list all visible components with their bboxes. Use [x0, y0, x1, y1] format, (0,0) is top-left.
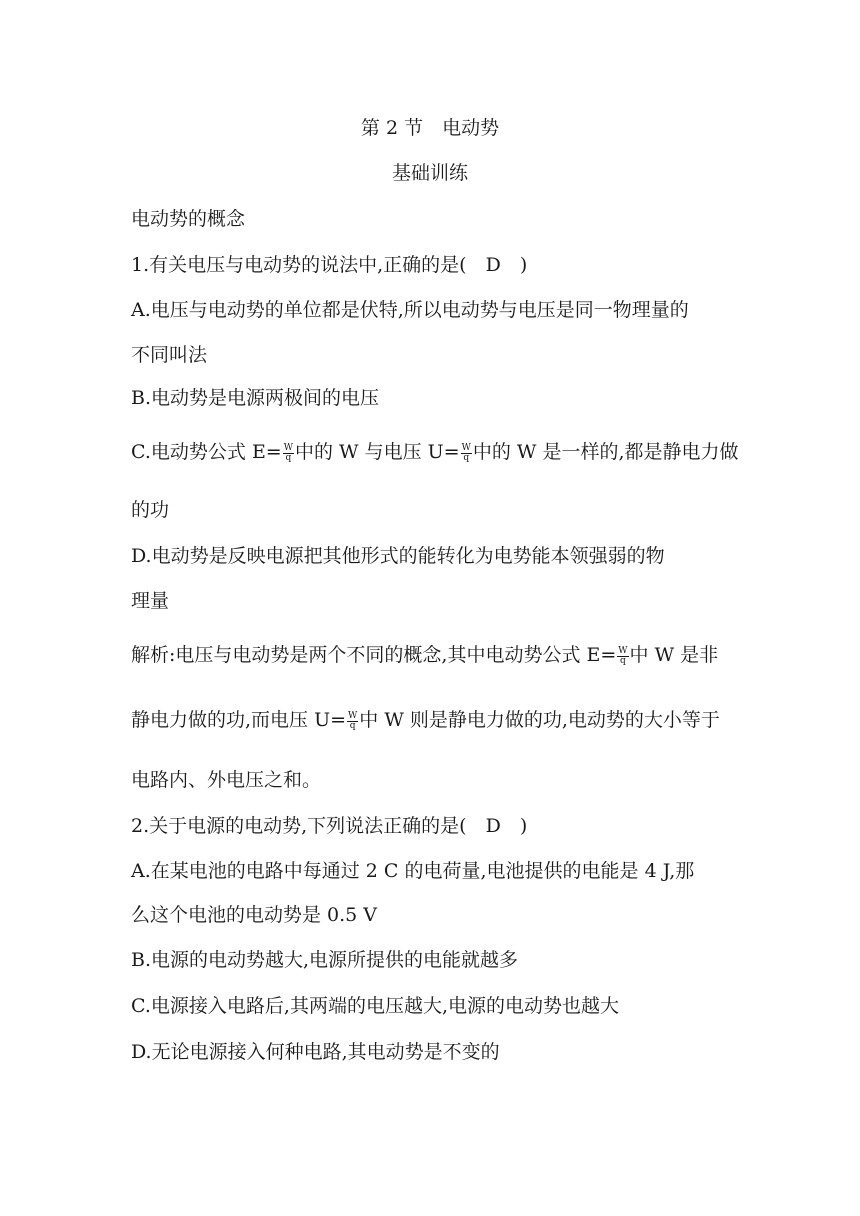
q2-option-c: C.电源接入电路后,其两端的电压越大,电源的电动势也越大	[131, 995, 619, 1017]
q1-option-c-text-1: C.电动势公式 E=	[131, 441, 282, 463]
q2-option-a-line2: 么这个电池的电动势是 0.5 V	[131, 904, 378, 926]
q1-option-c-text-2: 中的 W 与电压 U=	[295, 441, 460, 463]
question-1-stem: 1.有关电压与电动势的说法中,正确的是( D )	[131, 254, 528, 276]
fraction-numerator: W	[348, 710, 358, 721]
fraction-denominator: q	[463, 452, 470, 463]
question-2-stem: 2.关于电源的电动势,下列说法正确的是( D )	[131, 815, 528, 837]
topic-heading: 电动势的概念	[131, 208, 246, 230]
q1-option-c-line1	[131, 440, 739, 464]
fraction-denominator: q	[349, 720, 356, 731]
analysis-text-4: 中 W 则是静电力做的功,电动势的大小等于	[359, 709, 720, 731]
analysis-text-3: 静电力做的功,而电压 U=	[131, 709, 347, 731]
fraction-numerator: W	[461, 442, 471, 453]
section-title: 第 2 节 电动势	[360, 117, 500, 139]
fraction-numerator: W	[618, 645, 628, 656]
q1-option-c-line2: 的功	[131, 499, 170, 521]
q1-option-d-line2: 理量	[131, 590, 170, 612]
fraction-w-over-q	[617, 647, 628, 666]
q1-option-c-text-3: 中的 W 是一样的,都是静电力做	[472, 441, 739, 463]
subtitle: 基础训练	[391, 162, 468, 184]
fraction-denominator: q	[285, 452, 292, 463]
q2-option-b: B.电源的电动势越大,电源所提供的电能就越多	[131, 949, 519, 971]
q1-option-d-line1: D.电动势是反映电源把其他形式的能转化为电势能本领强弱的物	[131, 545, 665, 567]
q2-option-d: D.无论电源接入何种电路,其电动势是不变的	[131, 1041, 500, 1063]
q1-option-a-line2: 不同叫法	[131, 344, 208, 366]
fraction-denominator: q	[620, 655, 626, 666]
analysis-line3: 电路内、外电压之和。	[131, 769, 322, 791]
analysis-text-2: 中 W 是非	[629, 644, 719, 666]
fraction-numerator: W	[283, 442, 293, 453]
analysis-line1	[131, 643, 718, 667]
q2-option-a-line1: A.在某电池的电路中每通过 2 C 的电荷量,电池提供的电能是 4 J,那	[131, 860, 695, 882]
analysis-line2	[131, 708, 720, 732]
fraction-w-over-q	[283, 444, 294, 463]
fraction-w-over-q	[347, 712, 358, 731]
fraction-w-over-q	[461, 444, 472, 463]
q1-option-b: B.电动势是电源两极间的电压	[131, 387, 380, 409]
analysis-text-1: 解析:电压与电动势是两个不同的概念,其中电动势公式 E=	[131, 644, 617, 666]
q1-option-a-line1: A.电压与电动势的单位都是伏特,所以电动势与电压是同一物理量的	[131, 299, 689, 321]
